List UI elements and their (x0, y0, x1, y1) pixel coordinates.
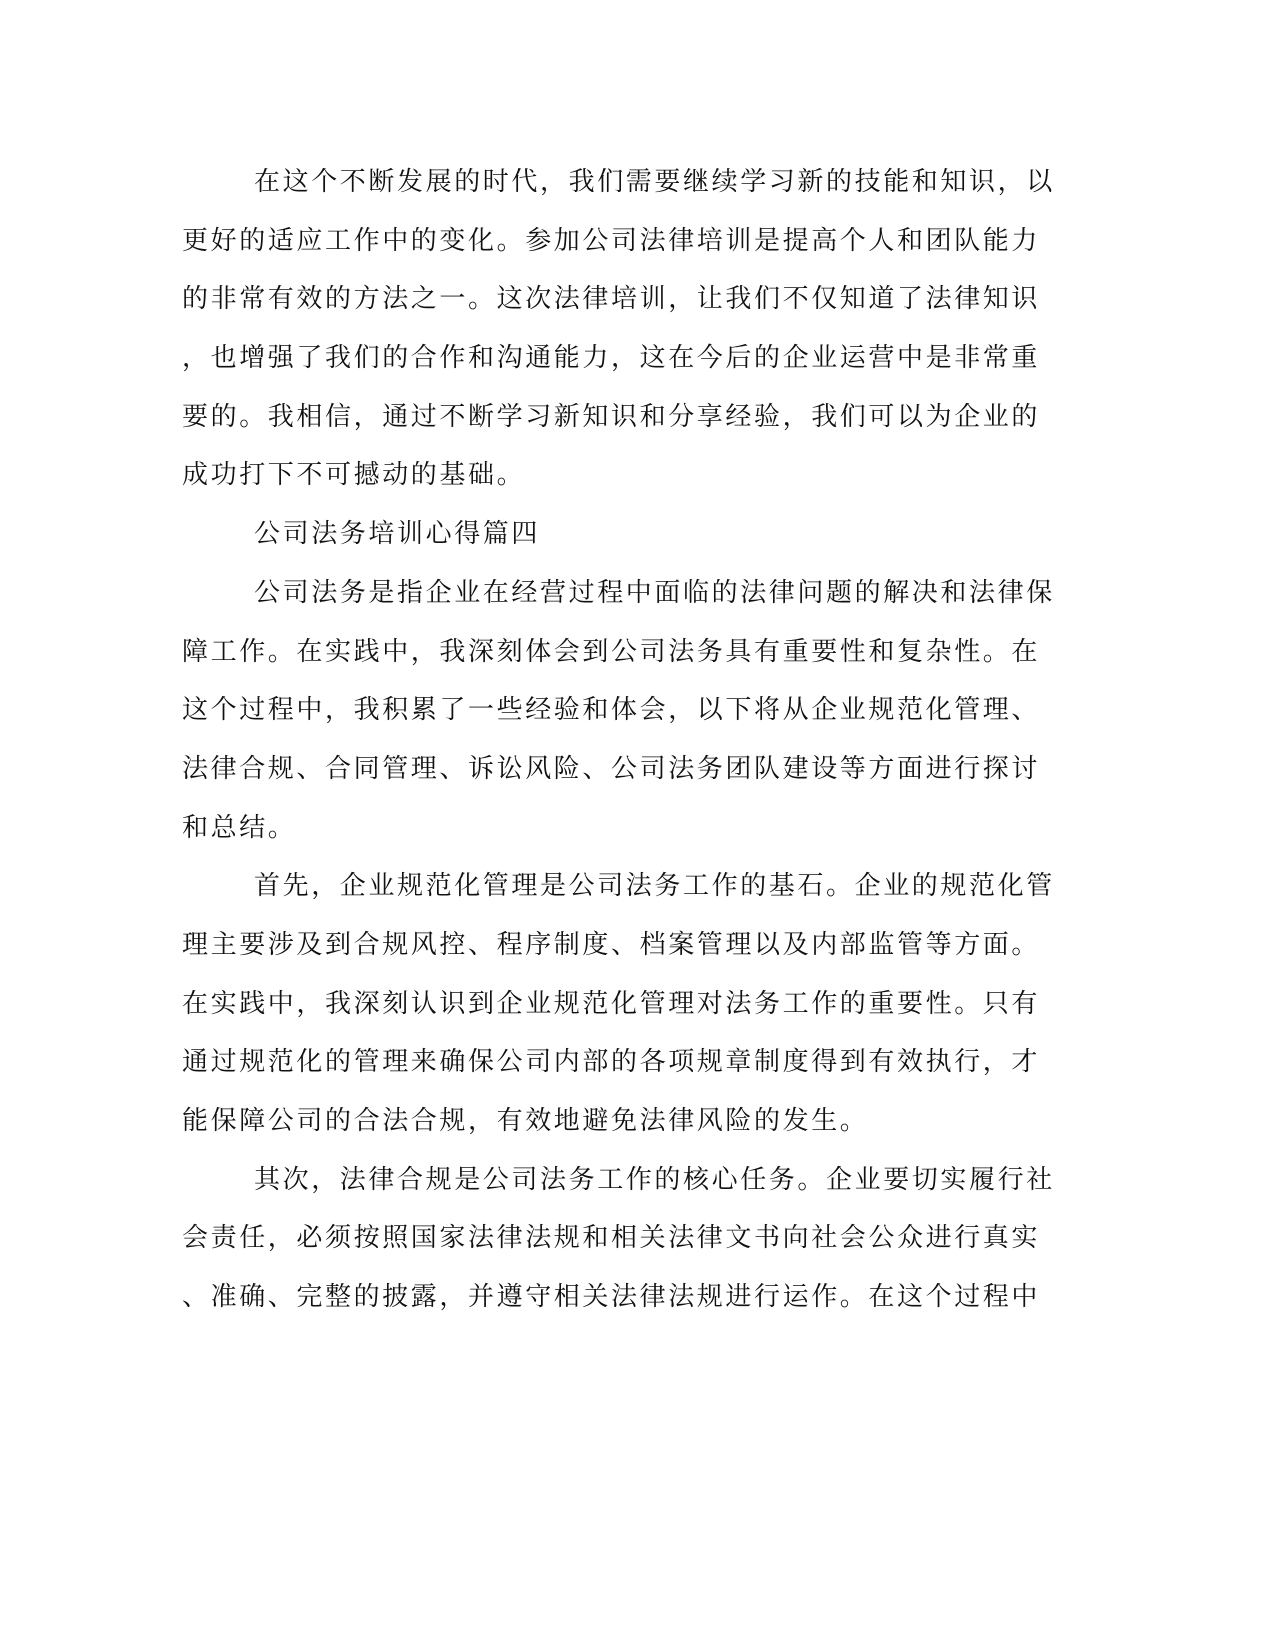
paragraph-first-line: 首先，企业规范化管理是公司法务工作的基石。企业的规范化管 (254, 871, 1055, 902)
paragraph-first-line: 公司法务培训心得篇四 (254, 519, 541, 550)
paragraph-first-line: 在这个不断发展的时代，我们需要继续学习新的技能和知识，以 (254, 167, 1055, 197)
text-line: 成功打下不可撼动的基础。 (182, 460, 526, 491)
text-line: 理主要涉及到合规风控、程序制度、档案管理以及内部监管等方面。 (182, 929, 1041, 960)
text-line: 会责任，必须按照国家法律法规和相关法律文书向社会公众进行真实 (182, 1223, 1041, 1254)
text-line: 障工作。在实践中，我深刻体会到公司法务具有重要性和复杂性。在 (182, 636, 1041, 667)
text-line: 更好的适应工作中的变化。参加公司法律培训是提高个人和团队能力 (182, 225, 1041, 256)
text-line: ，也增强了我们的合作和沟通能力，这在今后的企业运营中是非常重 (182, 343, 1041, 374)
text-line: 这个过程中，我积累了一些经验和体会，以下将从企业规范化管理、 (182, 695, 1041, 726)
text-line: 、准确、完整的披露，并遵守相关法律法规进行运作。在这个过程中 (182, 1282, 1041, 1313)
text-line: 的非常有效的方法之一。这次法律培训，让我们不仅知道了法律知识 (182, 284, 1041, 315)
paragraph-first-line: 公司法务是指企业在经营过程中面临的法律问题的解决和法律保 (254, 577, 1055, 608)
text-line: 要的。我相信，通过不断学习新知识和分享经验，我们可以为企业的 (182, 401, 1041, 432)
text-line: 在实践中，我深刻认识到企业规范化管理对法务工作的重要性。只有 (182, 988, 1041, 1019)
text-line: 法律合规、合同管理、诉讼风险、公司法务团队建设等方面进行探讨 (182, 753, 1041, 784)
document-body (182, 162, 1055, 1336)
text-line: 和总结。 (182, 812, 297, 843)
text-line: 通过规范化的管理来确保公司内部的各项规章制度得到有效执行，才 (182, 1047, 1041, 1078)
paragraph-first-line: 其次，法律合规是公司法务工作的核心任务。企业要切实履行社 (254, 1164, 1055, 1195)
text-line: 能保障公司的合法合规，有效地避免法律风险的发生。 (182, 1106, 869, 1136)
